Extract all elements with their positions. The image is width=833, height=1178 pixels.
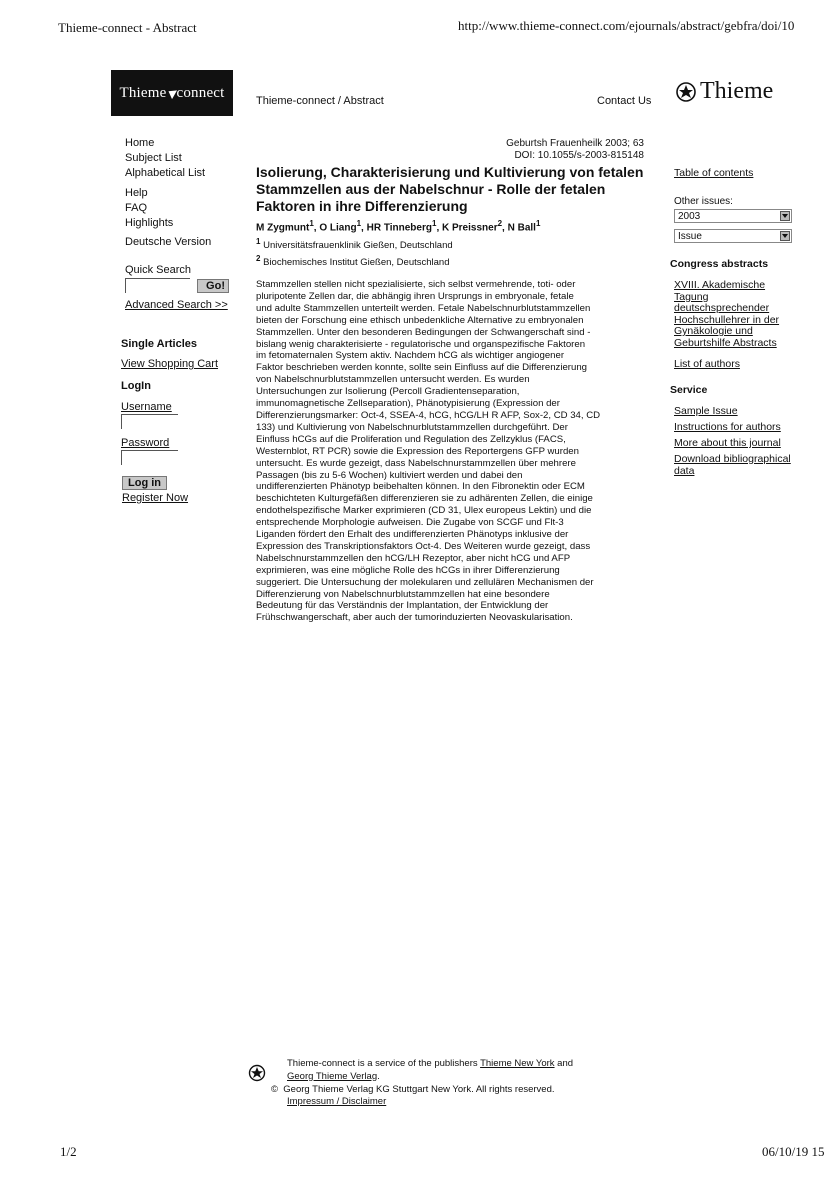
crest-icon bbox=[248, 1063, 266, 1083]
thieme-new-york-link[interactable]: Thieme New York bbox=[480, 1058, 555, 1069]
author-name: HR Tinneberg bbox=[366, 222, 432, 234]
year-select-value: 2003 bbox=[678, 211, 701, 222]
abstract-line: und adulte Stammzellen unterteilt werden. Fetale Nabelschnurblutstammzellen bbox=[256, 302, 591, 314]
abstract-line: suggeriert. Die Untersuchung der molekularen und zellulären Mechanismen der bbox=[256, 576, 594, 588]
login-button[interactable]: Log in bbox=[122, 476, 167, 490]
abstract-line: Expression des Transkriptionsfaktors Oct-4. Des Weiteren wurde gezeigt, dass bbox=[256, 540, 591, 552]
nav-item-subject-list[interactable]: Subject List bbox=[125, 152, 182, 164]
thieme-publisher-logo[interactable] bbox=[676, 78, 773, 105]
table-of-contents-link[interactable]: Table of contents bbox=[674, 167, 754, 179]
affiliation-mark: 2 bbox=[256, 254, 261, 263]
impressum-link[interactable]: Impressum / Disclaimer bbox=[287, 1095, 387, 1107]
abstract-line: Stammzellen stellen nicht spezialisierte, sich selbst vermehrende, toti- oder bbox=[256, 279, 576, 290]
affiliation-text: Biochemisches Institut Gießen, Deutschland bbox=[263, 257, 450, 269]
abstract-line: beschichteten Kulturgefäßen differenzieren sie zu adhärenten Zellen, die einige bbox=[256, 493, 593, 505]
congress-link-line: Gynäkologie und bbox=[674, 325, 753, 337]
abstract-line: Nabelschnurstammzellen den hCG/LH Rezeptor, aber nicht hCG und AFP bbox=[256, 552, 571, 564]
abstract-line: Einfluss hCGs auf die Proliferation und Regulation des Zellzyklus (FACS, bbox=[256, 433, 566, 445]
quick-search-input[interactable] bbox=[125, 278, 190, 293]
download-link-line: Download bibliographical bbox=[674, 453, 791, 465]
affiliation bbox=[256, 254, 450, 268]
abstract-line: Stammzellen. Unter den besonderen Bedingungen der Schwangerschaft sind - bbox=[256, 326, 591, 338]
publisher-name: Thieme bbox=[700, 78, 774, 104]
nav-item-deutsche-version[interactable]: Deutsche Version bbox=[125, 236, 212, 248]
contact-us-link[interactable]: Contact Us bbox=[597, 95, 652, 107]
citation bbox=[444, 138, 644, 162]
chevron-down-icon[interactable] bbox=[780, 211, 790, 221]
journal-reference: Geburtsh Frauenheilk 2003; 63 bbox=[506, 138, 644, 149]
single-articles-heading: Single Articles bbox=[121, 338, 198, 350]
author-affiliation-mark: 1 bbox=[535, 219, 541, 228]
abstract-line: Differenzierungsmarker: Oct-4, SSEA-4, hCG, hCG/LH R AFP, Sox-2, CD 34, CD bbox=[256, 409, 601, 421]
abstract-line: Passagen (bis zu 5-6 Wochen) kultiviert werden und dabei den bbox=[256, 469, 523, 481]
abstract-line: bieten der Forschung eine ethisch unbedenkliche Alternative zu embryonalen bbox=[256, 314, 584, 326]
nav-item-home[interactable]: Home bbox=[125, 137, 155, 149]
abstract-text bbox=[256, 279, 648, 624]
instructions-for-authors-link[interactable]: Instructions for authors bbox=[674, 421, 781, 433]
print-date: 06/10/19 15 bbox=[762, 1144, 825, 1159]
footer-publisher-note bbox=[287, 1058, 573, 1108]
footer-copyright bbox=[271, 1084, 555, 1095]
doi: DOI: 10.1055/s-2003-815148 bbox=[514, 150, 644, 161]
author-affiliation-mark: 2 bbox=[497, 219, 503, 228]
crest-icon bbox=[676, 81, 696, 103]
abstract-line: Untersuchungen zur Isolierung (Percoll Gradientenseparation, bbox=[256, 386, 520, 398]
abstract-line: Bedeutung für das Verständnis der Implantation, der Entwicklung der bbox=[256, 600, 549, 612]
author-affiliation-mark: 1 bbox=[431, 219, 437, 228]
quick-search-label: Quick Search bbox=[125, 264, 192, 276]
nav-item-alphabetical-list[interactable]: Alphabetical List bbox=[125, 167, 206, 179]
abstract-line: endothelspezifische Marker exprimieren (CD 31, Ulex europeus Lektin) und die bbox=[256, 505, 592, 517]
logo-part2: connect bbox=[176, 84, 225, 101]
author-name: O Liang bbox=[319, 222, 357, 234]
abstract-line: undifferenzierten Phänotyp beibehalten können. In den Fibronektin oder ECM bbox=[256, 481, 585, 493]
nav-item-faq[interactable]: FAQ bbox=[125, 202, 148, 214]
congress-link-line: Geburtshilfe Abstracts bbox=[674, 336, 777, 349]
abstract-line: immunomagnetische Zellseparation), Phänotypisierung (Expression der bbox=[256, 398, 560, 410]
nav-item-highlights[interactable]: Highlights bbox=[125, 217, 174, 229]
author-affiliation-mark: 1 bbox=[356, 219, 362, 228]
abstract-line: Westernblot, RT PCR) sowie die Expression des Reportergens GFP wurden bbox=[256, 445, 579, 457]
abstract-line: untersucht. Es wurde gezeigt, dass Nabelschnurstammzellen über mehrere bbox=[256, 457, 576, 469]
abstract-line: von Nabelschnurblutstammzellen untersucht werden. Es wurden bbox=[256, 374, 530, 386]
issue-select-value: Issue bbox=[678, 231, 702, 242]
service-heading: Service bbox=[670, 384, 708, 396]
abstract-line: bislang wenig charakterisierte - regulatorische und organspezifische Faktoren bbox=[256, 338, 586, 350]
congress-abstracts-heading: Congress abstracts bbox=[670, 258, 769, 270]
username-label: Username bbox=[121, 401, 172, 413]
abstract-line: 133) und Kultivierung von Nabelschnurblutstammzellen durchgeführt. Der bbox=[256, 421, 568, 433]
about-journal-link[interactable]: More about this journal bbox=[674, 437, 781, 449]
footer-text: Thieme-connect is a service of the publishers bbox=[287, 1058, 481, 1069]
congress-link-line: Hochschullehrer in der bbox=[674, 313, 780, 326]
abstract-line: exprimieren, was eine mögliche Rolle des hCGs in ihrer Differenzierung bbox=[256, 564, 560, 576]
other-issues-label: Other issues: bbox=[674, 196, 733, 207]
congress-abstracts-link[interactable] bbox=[674, 280, 779, 349]
print-header-url: http://www.thieme-connect.com/ejournals/abstract/gebfra/doi/10 bbox=[458, 18, 795, 33]
list-of-authors-link[interactable]: List of authors bbox=[674, 358, 740, 370]
abstract-line: Differenzierung von Nabelschnurblutstammzellen hat eine besondere bbox=[256, 588, 550, 600]
chevron-down-icon[interactable] bbox=[780, 231, 790, 241]
logo-part1: Thieme bbox=[119, 84, 167, 101]
nav-item-help[interactable]: Help bbox=[125, 187, 148, 199]
abstract-line: im fetomaternalen System aktiv. Nachdem hCG als wichtiger angiogener bbox=[256, 350, 565, 362]
congress-link-line: Tagung bbox=[674, 290, 709, 303]
author-name: M Zygmunt bbox=[256, 222, 310, 234]
abstract-line: pluripotente Zellen dar, die abhängig ihren Ursprungs in embryonale, fetale bbox=[256, 290, 574, 302]
copyright-symbol: © bbox=[271, 1084, 278, 1095]
password-field[interactable] bbox=[121, 450, 178, 465]
register-now-link[interactable]: Register Now bbox=[122, 492, 189, 504]
georg-thieme-verlag-link[interactable]: Georg Thieme Verlag bbox=[287, 1070, 378, 1082]
article-title: Isolierung, Charakterisierung und Kultivierung von fetalen Stammzellen aus der Nabelschnur - Rolle der fetalen Faktoren in ihre Differenzierung bbox=[256, 164, 644, 214]
abstract-line: Liganden fördert den Erhalt des undifferenzierten Phänotyps inklusive der bbox=[256, 529, 569, 541]
sample-issue-link[interactable]: Sample Issue bbox=[674, 405, 738, 417]
download-bibliographical-data-link[interactable] bbox=[674, 454, 791, 477]
view-shopping-cart-link[interactable]: View Shopping Cart bbox=[121, 358, 219, 370]
copyright-text: Georg Thieme Verlag KG Stuttgart New York. All rights reserved. bbox=[283, 1084, 555, 1095]
login-heading: LogIn bbox=[121, 380, 151, 392]
breadcrumb: Thieme-connect / Abstract bbox=[256, 95, 384, 107]
print-page-number: 1/2 bbox=[60, 1144, 77, 1159]
abstract-line: entsprechende Morphologie aufweisen. Die Zugabe von SCGF und Flt-3 bbox=[256, 517, 564, 529]
abstract-line: Frühschwangerschaft, aber auch der tumorinduzierten Neovaskularisation. bbox=[256, 612, 573, 624]
username-field[interactable] bbox=[121, 414, 178, 429]
affiliation bbox=[256, 237, 453, 251]
footer-text: . bbox=[377, 1070, 380, 1082]
year-select[interactable] bbox=[674, 209, 792, 223]
advanced-search-link[interactable]: Advanced Search >> bbox=[125, 299, 228, 311]
affiliation-mark: 1 bbox=[256, 237, 261, 246]
go-button[interactable]: Go! bbox=[197, 279, 229, 293]
author-name: N Ball bbox=[507, 222, 536, 234]
congress-link-line: deutschsprechender bbox=[674, 302, 770, 314]
author-name: K Preissner bbox=[442, 222, 498, 234]
author-affiliation-mark: 1 bbox=[309, 219, 314, 228]
footer-text: and bbox=[554, 1058, 574, 1069]
author-list: M Zygmunt$^1$, O Liang$^1$, HR Tinneberg$^1$, K Preissner$^2$, N Ball$^1$ bbox=[256, 219, 541, 234]
issue-select[interactable] bbox=[674, 229, 792, 243]
congress-link-line: XVIII. Akademische bbox=[674, 279, 766, 291]
print-header-title: Thieme-connect - Abstract bbox=[58, 20, 197, 35]
thieme-connect-logo[interactable] bbox=[111, 70, 233, 116]
password-label: Password bbox=[121, 437, 170, 449]
download-link-line: data bbox=[674, 464, 695, 477]
abstract-line: Faktor beschrieben werden konnte, sollte sein Einfluss auf die Differenzierung bbox=[256, 362, 587, 374]
affiliation-text: Universitätsfrauenklinik Gießen, Deutschland bbox=[263, 240, 453, 252]
